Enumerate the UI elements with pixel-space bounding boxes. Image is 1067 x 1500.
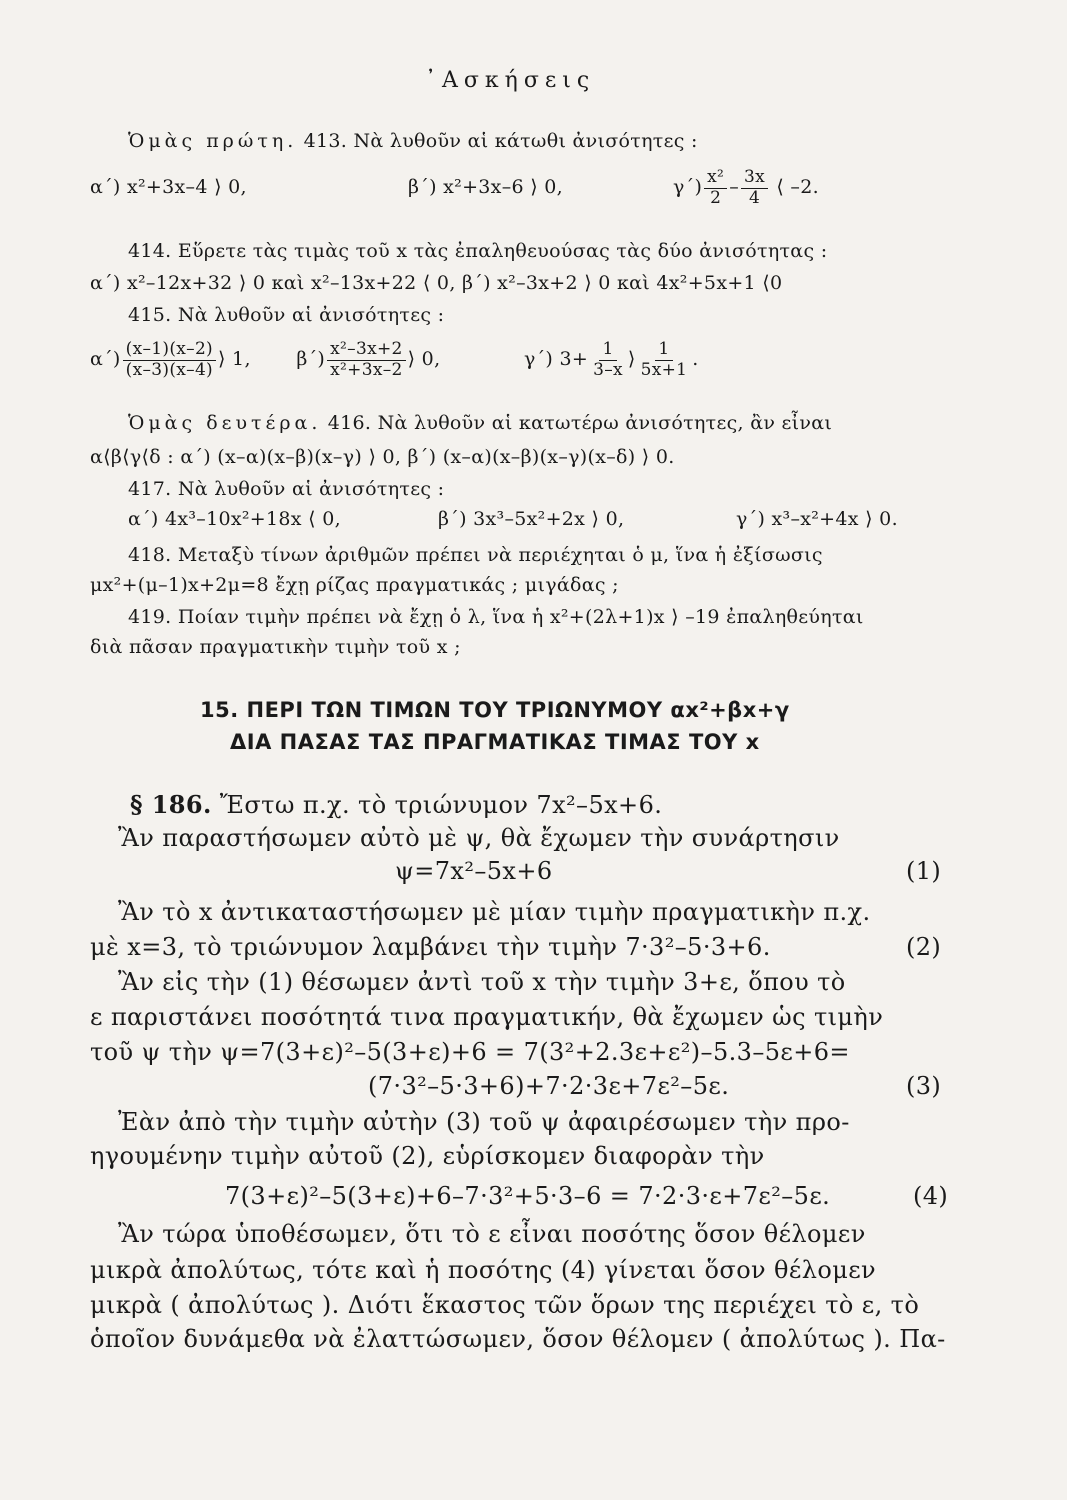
section-title-line-1: 15. ΠΕΡΙ ΤΩΝ ΤΙΜΩΝ ΤΟΥ ΤΡΙΩΝΥΜΟΥ αx²+βx+γ xyxy=(200,698,790,722)
body-line-1: Ἂν παραστήσωμεν αὐτὸ μὲ ψ, θὰ ἔχωμεν τὴν συνάρτησιν xyxy=(118,824,840,852)
exercise-414-text: 414. Εὕρετε τὰς τιμὰς τοῦ x τὰς ἐπαληθευούσας τὰς δύο ἀνισότητας : xyxy=(128,240,828,262)
fraction: $\frac{(x-1)(x-2)}{(x-3)(x-4)}$ xyxy=(123,340,216,380)
equation-3: (7·3²–5·3+6)+7·2·3ε+7ε²–5ε. xyxy=(368,1072,730,1100)
exercises-heading: ᾿Ασκήσεις xyxy=(425,68,596,93)
period: . xyxy=(692,348,699,371)
fraction: $\frac{\text{x²–3x+2}}{\text{x²+3x–2}}$ xyxy=(327,340,405,380)
equation-2-number: (2) xyxy=(906,933,942,961)
fraction: $\frac{1}{3-x}$ xyxy=(593,339,623,380)
body-line-14: μικρὰ ( ἀπολύτως ). Διότι ἕκαστος τῶν ὅρων της περιέχει τὸ ε, τὸ xyxy=(90,1291,920,1319)
exercise-413-b: β΄) x²+3x–6 ⟩ 0, xyxy=(408,176,563,199)
paragraph-186 xyxy=(130,790,662,819)
exercise-415-items xyxy=(90,340,699,380)
show-through-text xyxy=(560,100,566,124)
exercise-413-a: α΄) x²+3x–4 ⟩ 0, xyxy=(90,176,247,199)
body-line-13: μικρὰ ἀπολύτως, τότε καὶ ἡ ποσότης (4) γίνεται ὅσον θέλομεν xyxy=(90,1256,877,1284)
exercise-416-line: α⟨β⟨γ⟨δ : α΄) (x–α)(x–β)(x–γ) ⟩ 0, β΄) (x–α)(x–β)(x–γ)(x–δ) ⟩ 0. xyxy=(90,446,675,468)
exercise-413-items xyxy=(90,168,819,208)
exercise-413-c-rest: ⟨ –2. xyxy=(776,176,819,199)
exercise-417-items xyxy=(128,508,898,530)
equation-1: ψ=7x²–5x+6 xyxy=(395,857,553,885)
exercise-413-c-label: γ΄) xyxy=(673,176,703,199)
body-line-15: ὁποῖον δυνάμεθα νὰ ἐλαττώσωμεν, ὅσον θέλομεν ( ἀπολύτως ). Πα- xyxy=(90,1325,946,1353)
fraction: $\frac{\text{x²}}{2}$ xyxy=(704,168,727,208)
exercise-415-a-rest: ⟩ 1, xyxy=(218,348,251,371)
body-line-10: ηγουμένην τιμὴν αὐτοῦ (2), εὑρίσκομεν διαφορὰν τὴν xyxy=(90,1142,765,1170)
exercise-415-b-label: β΄) xyxy=(296,348,326,371)
exercise-419-line-2: διὰ πᾶσαν πραγματικὴν τιμὴν τοῦ x ; xyxy=(90,636,461,658)
exercise-415-a-label: α΄) xyxy=(90,348,121,371)
equation-4: 7(3+ε)²–5(3+ε)+6–7·3²+5·3–6 = 7·2·3·ε+7ε²–5ε. xyxy=(225,1182,831,1210)
greater-sign: ⟩ xyxy=(627,348,636,371)
body-line-9: Ἐὰν ἀπὸ τὴν τιμὴν αὐτὴν (3) τοῦ ψ ἀφαιρέσωμεν τὴν προ- xyxy=(118,1108,850,1136)
body-line-5: Ἂν εἰς τὴν (1) θέσωμεν ἀντὶ τοῦ x τὴν τιμὴν 3+ε, ὅπου τὸ xyxy=(118,968,846,996)
exercise-415-b-rest: ⟩ 0, xyxy=(407,348,441,371)
fraction: $\frac{3x}{4}$ xyxy=(741,168,768,208)
exercise-418-line-1: 418. Μεταξὺ τίνων ἀριθμῶν πρέπει νὰ περιέχηται ὁ μ, ἵνα ἡ ἐξίσωσις xyxy=(128,544,823,566)
section-title-line-2: ΔΙΑ ΠΑΣΑΣ ΤΑΣ ΠΡΑΓΜΑΤΙΚΑΣ ΤΙΜΑΣ ΤΟΥ x xyxy=(230,730,760,754)
body-line-7: τοῦ ψ τὴν ψ=7(3+ε)²–5(3+ε)+6 = 7(3²+2.3ε+ε²)–5.3–5ε+6= xyxy=(90,1038,850,1066)
exercise-419-line-1: 419. Ποίαν τιμὴν πρέπει νὰ ἔχῃ ὁ λ, ἵνα ἡ x²+(2λ+1)x ⟩ –19 ἐπαληθεύηται xyxy=(128,606,864,628)
exercise-417-c: γ΄) x³–x²+4x ⟩ 0. xyxy=(736,508,898,530)
equation-1-number: (1) xyxy=(906,857,942,885)
exercise-418-line-2: μx²+(μ–1)x+2μ=8 ἔχῃ ρίζας πραγματικάς ; μιγάδας ; xyxy=(90,574,619,596)
exercise-415-c-label: γ΄) 3+ xyxy=(523,348,589,371)
exercise-416 xyxy=(128,412,832,434)
body-line-3: Ἂν τὸ x ἀντικαταστήσωμεν μὲ μίαν τιμὴν πραγματικὴν π.χ. xyxy=(118,898,871,926)
equation-4-number: (4) xyxy=(913,1182,949,1210)
exercise-417-a: α΄) 4x³–10x²+18x ⟨ 0, xyxy=(128,508,341,530)
group-2-label: Ὁμὰς δευτέρα. xyxy=(128,412,322,434)
minus-sign: – xyxy=(729,176,739,199)
equation-3-number: (3) xyxy=(906,1072,942,1100)
exercise-415-text: 415. Νὰ λυθοῦν αἱ ἀνισότητες : xyxy=(128,304,445,326)
body-line-12: Ἂν τώρα ὑποθέσωμεν, ὅτι τὸ ε εἶναι ποσότης ὅσον θέλομεν xyxy=(118,1220,866,1248)
group-1-label: Ὁμὰς πρώτη. xyxy=(128,130,298,152)
paragraph-number: § 186. xyxy=(130,790,212,819)
exercise-416-text: 416. Νὰ λυθοῦν αἱ κατωτέρω ἀνισότητες, ἂν εἶναι xyxy=(327,412,833,434)
fraction: $\frac{1}{5x+1}$ xyxy=(640,339,688,380)
exercise-417-text: 417. Νὰ λυθοῦν αἱ ἀνισότητες : xyxy=(128,478,445,500)
exercise-413-text: 413. Νὰ λυθοῦν αἱ κάτωθι ἀνισότητες : xyxy=(303,130,698,152)
paragraph-186-text: Ἔστω π.χ. τὸ τριώνυμον 7x²–5x+6. xyxy=(219,791,663,819)
body-line-6: ε παριστάνει ποσότητά τινα πραγματικήν, θὰ ἔχωμεν ὡς τιμὴν xyxy=(90,1003,884,1031)
body-line-4: μὲ x=3, τὸ τριώνυμον λαμβάνει τὴν τιμὴν 7·3²–5·3+6. xyxy=(90,933,771,961)
exercise-417-b: β΄) 3x³–5x²+2x ⟩ 0, xyxy=(438,508,625,530)
exercise-414-line: α΄) x²–12x+32 ⟩ 0 καὶ x²–13x+22 ⟨ 0, β΄) x²–3x+2 ⟩ 0 καὶ 4x²+5x+1 ⟨0 xyxy=(90,272,783,294)
exercise-413 xyxy=(128,130,698,152)
